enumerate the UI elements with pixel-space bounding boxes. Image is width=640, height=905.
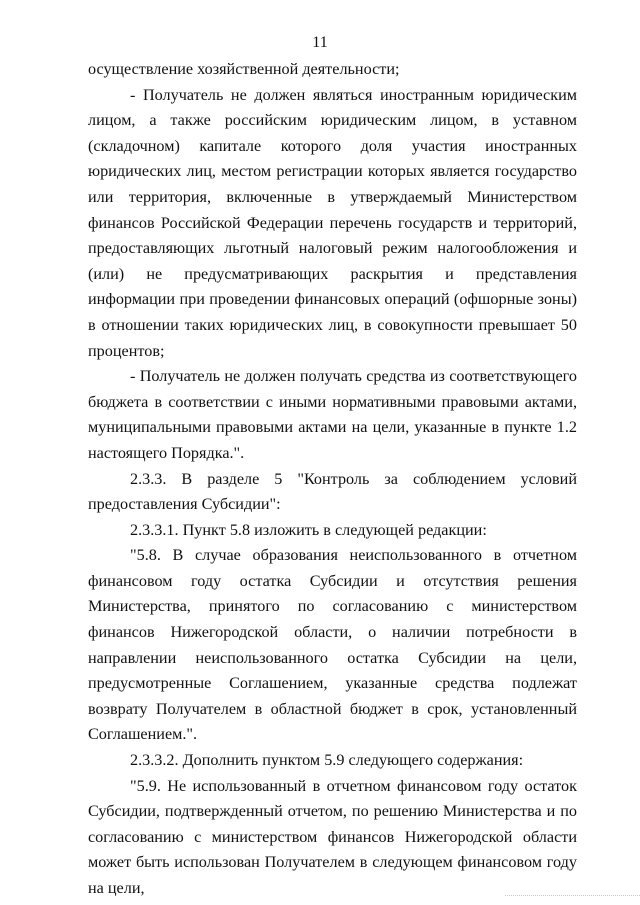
paragraph: осуществление хозяйственной деятельности; [88, 60, 400, 78]
scan-artifact [505, 895, 640, 898]
paragraph: 2.3.3. В разделе 5 "Контроль за соблюдением условий предоставления Субсидии": [88, 469, 577, 514]
paragraph: - Получатель не должен являться иностранным юридическим лицом, а также российским юридическим лицом, в уставном (складочном) капитале которого доля участия иностранных юридических лиц, местом регистрации которых является государство или территория, включенные в утверждаемый Министерством финансов Российской Федерации перечень государств и территорий, предоставляющих льготный налоговый режим налогообложения и (или) не предусматривающих раскрытия и представления информации при проведении финансовых операций (офшорные зоны) в отношении таких юридических лиц, в совокупности превышает 50 процентов; [88, 85, 577, 360]
paragraph: 2.3.3.1. Пункт 5.8 изложить в следующей редакции: [130, 520, 487, 539]
document-body [88, 57, 577, 902]
paragraph: "5.9. Не использованный в отчетном финансовом году остаток Субсидии, подтвержденный отчетом, по решению Министерства и по согласованию с министерством финансов Нижегородской области может быть использован Получателем в следующем финансовом году на цели, [88, 776, 577, 897]
paragraph: "5.8. В случае образования неиспользованного в отчетном финансовом году остатка Субсидии и отсутствия решения Министерства, принятого по согласованию с министерством финансов Нижегородской области, о наличии потребности в направлении неиспользованного остатка Субсидии на цели, предусмотренные Соглашением, указанные средства подлежат возврату Получателем в областной бюджет в срок, установленный Соглашением.". [88, 546, 577, 744]
paragraph: - Получатель не должен получать средства из соответствующего бюджета в соответствии с иными нормативными правовыми актами, муниципальными правовыми актами на цели, указанные в пункте 1.2 настоящего Порядка.". [88, 367, 577, 462]
page-number: 11 [312, 34, 328, 51]
paragraph: 2.3.3.2. Дополнить пунктом 5.9 следующего содержания: [130, 751, 524, 770]
